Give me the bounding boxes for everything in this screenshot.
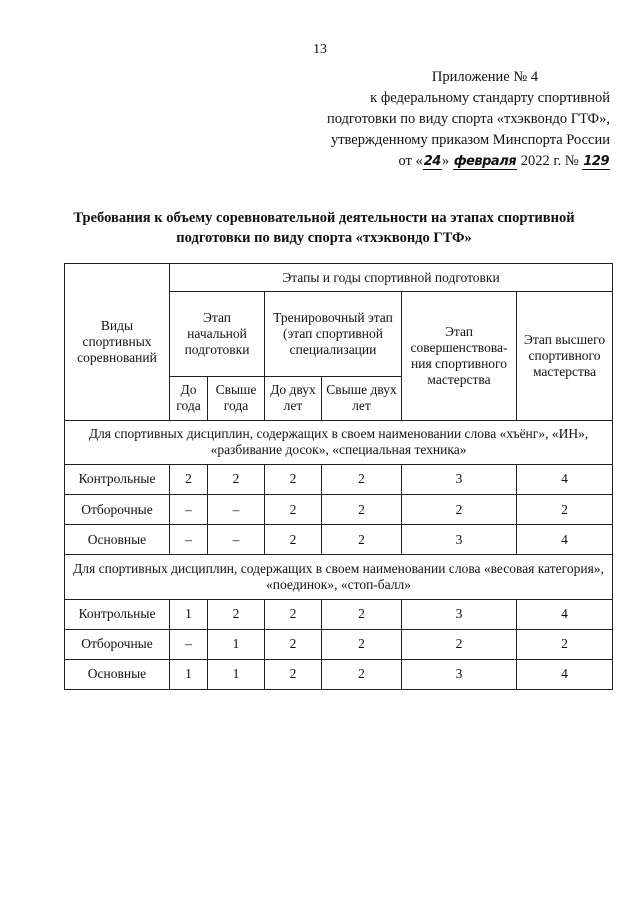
order-number-handwritten: 129 (583, 154, 609, 169)
row-label: Основные (65, 525, 170, 555)
cell-value: 3 (402, 659, 517, 689)
cell-value: 2 (322, 495, 402, 525)
document-title-line-1: Требования к объему соревновательной деятельности на этапах спортивной (73, 210, 575, 226)
header-stage-improvement: Этап совершенствова-ния спортивного мастерства (402, 292, 517, 421)
cell-value: 2 (402, 629, 517, 659)
date-prefix: от « (398, 153, 423, 169)
cell-value: 4 (517, 659, 613, 689)
cell-value: 2 (322, 629, 402, 659)
appendix-block (290, 67, 610, 172)
appendix-date-line (290, 151, 610, 172)
cell-value: 2 (265, 495, 322, 525)
cell-value: 3 (402, 599, 517, 629)
header-stage-higher: Этап высшего спортивного мастерства (517, 292, 613, 421)
header-competition-kinds: Виды спортивных соревнований (65, 264, 170, 421)
cell-value: 2 (208, 599, 265, 629)
appendix-title: Приложение № 4 (431, 69, 539, 85)
cell-value: 2 (402, 495, 517, 525)
row-label: Отборочные (65, 495, 170, 525)
row-label: Контрольные (65, 464, 170, 494)
document-title-line-2: подготовки по виду спорта «тхэквондо ГТФ» (176, 230, 472, 246)
row-label: Отборочные (65, 629, 170, 659)
row-label: Контрольные (65, 599, 170, 629)
cell-value: 1 (170, 659, 208, 689)
cell-value: 3 (402, 525, 517, 555)
page-number: 13 (313, 42, 327, 57)
cell-value: – (170, 525, 208, 555)
cell-value: – (208, 525, 265, 555)
cell-value: 2 (265, 659, 322, 689)
table-row (65, 659, 613, 689)
date-day-handwritten: 24 (423, 154, 441, 169)
subheader-up-to-year: До года (170, 376, 208, 420)
table-row (65, 495, 613, 525)
cell-value: 2 (322, 659, 402, 689)
cell-value: 2 (170, 464, 208, 494)
cell-value: 2 (517, 495, 613, 525)
appendix-line-3: утвержденному приказом Минспорта России (330, 132, 610, 148)
requirements-table (64, 263, 613, 690)
table-row (65, 525, 613, 555)
cell-value: 2 (265, 599, 322, 629)
table-row (65, 599, 613, 629)
row-label: Основные (65, 659, 170, 689)
cell-value: 1 (170, 599, 208, 629)
date-mid: » (441, 153, 450, 169)
cell-value: 2 (322, 599, 402, 629)
cell-value: – (170, 629, 208, 659)
appendix-line-1: к федеральному стандарту спортивной (370, 90, 610, 106)
cell-value: – (170, 495, 208, 525)
cell-value: 1 (208, 659, 265, 689)
section-heading: Для спортивных дисциплин, содержащих в своем наименовании слова «хъёнг», «ИН», «разбивание досок», «специальная техника» (65, 420, 613, 464)
subheader-up-to-two-years: До двух лет (265, 376, 322, 420)
header-stage-initial: Этап начальной подготовки (170, 292, 265, 376)
cell-value: 1 (208, 629, 265, 659)
cell-value: – (208, 495, 265, 525)
cell-value: 3 (402, 464, 517, 494)
cell-value: 4 (517, 599, 613, 629)
document-title (40, 208, 608, 248)
table-row (65, 629, 613, 659)
table-row (65, 464, 613, 494)
header-stage-training: Тренировочный этап (этап спортивной специализации (265, 292, 402, 376)
cell-value: 2 (265, 629, 322, 659)
section-heading: Для спортивных дисциплин, содержащих в своем наименовании слова «весовая категория», «поединок», «стоп-балл» (65, 555, 613, 599)
cell-value: 2 (208, 464, 265, 494)
cell-value: 2 (265, 525, 322, 555)
cell-value: 2 (322, 525, 402, 555)
cell-value: 4 (517, 525, 613, 555)
header-stages-years: Этапы и годы спортивной подготовки (170, 264, 613, 292)
subheader-over-two-years: Свыше двух лет (322, 376, 402, 420)
subheader-over-year: Свыше года (208, 376, 265, 420)
date-year: 2022 г. № (520, 153, 579, 169)
cell-value: 4 (517, 464, 613, 494)
cell-value: 2 (322, 464, 402, 494)
cell-value: 2 (265, 464, 322, 494)
cell-value: 2 (517, 629, 613, 659)
date-month-handwritten: февраля (453, 154, 517, 169)
appendix-line-2: подготовки по виду спорта «тхэквондо ГТФ», (326, 111, 610, 127)
